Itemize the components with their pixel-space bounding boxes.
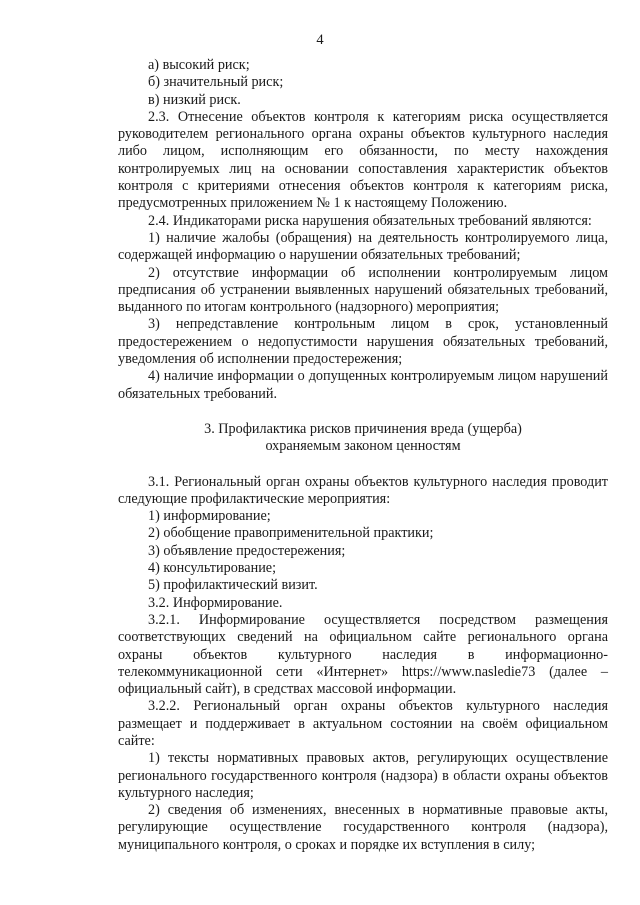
prevention-item-3: 3) объявление предостережения; [148,542,346,559]
paragraph-3-2: 3.2. Информирование. [148,594,283,611]
section-3-title-line-2: охраняемым законом ценностям [265,438,461,455]
prevention-item-5: 5) профилактический визит. [148,577,318,594]
paragraph-2-4: 2.4. Индикаторами риска нарушения обязательных требований являются: [148,212,592,229]
prevention-item-2: 2) обобщение правоприменительной практики; [148,525,434,542]
site-item-1: 1) тексты нормативных правовых актов, регулирующих осуществление регионального государственного контроля (надзора) в области охраны объектов культурного наследия; [118,750,608,801]
indicator-item-2: 2) отсутствие информации об исполнении контролируемым лицом предписания об устранении выявленных нарушений обязательных требований, выданного по итогам контрольного (надзорного) мероприятия; [118,264,608,316]
paragraph-3-2-2: 3.2.2. Региональный орган охраны объектов культурного наследия размещает и поддерживает в актуальном состоянии на своём официальном сайте: [118,698,608,749]
prevention-item-4: 4) консультирование; [148,560,277,577]
indicator-item-4: 4) наличие информации о допущенных контролируемым лицом нарушений обязательных требований. [118,368,608,402]
indicator-item-3: 3) непредставление контрольным лицом в срок, установленный предостережением о недопустимости нарушения обязательных требований, уведомления об исполнении предостережения; [118,316,608,368]
risk-item-significant: б) значительный риск; [148,74,284,91]
risk-item-low: в) низкий риск. [148,91,241,108]
site-item-2: 2) сведения об изменениях, внесенных в нормативные правовые акты, регулирующие осуществление государственного контроля (надзора), муниципального контроля, о сроках и порядке их вступления в силу; [118,802,608,853]
section-3-heading [118,421,608,456]
page-number: 4 [316,32,324,48]
paragraph-3-1: 3.1. Региональный орган охраны объектов культурного наследия проводит следующие профилактические мероприятия: [118,473,608,507]
indicator-item-1: 1) наличие жалобы (обращения) на деятельность контролируемого лица, содержащей информацию о нарушении обязательных требований; [118,229,608,264]
paragraph-2-3: 2.3. Отнесение объектов контроля к категориям риска осуществляется руководителем регионального органа охраны объектов культурного наследия либо лицом, исполняющим его обязанности, по месту нахождения контролируемых лиц на основании сопоставления характеристик объектов контроля с критериями отнесения объектов контроля к категориям риска, предусмотренных приложением № 1 к настоящему Положению. [118,108,608,212]
section-3-title-line-1: 3. Профилактика рисков причинения вреда (ущерба) [204,420,522,437]
risk-item-high: а) высокий риск; [148,57,250,73]
paragraph-3-2-1: 3.2.1. Информирование осуществляется посредством размещения соответствующих сведений на официальном сайте регионального органа охраны объектов культурного наследия в информационно-телекоммуникационной сети «Интернет» https://www.nasledie73 (далее – официальный сайт), в средствах массовой информации. [118,611,608,698]
prevention-item-1: 1) информирование; [148,508,271,525]
